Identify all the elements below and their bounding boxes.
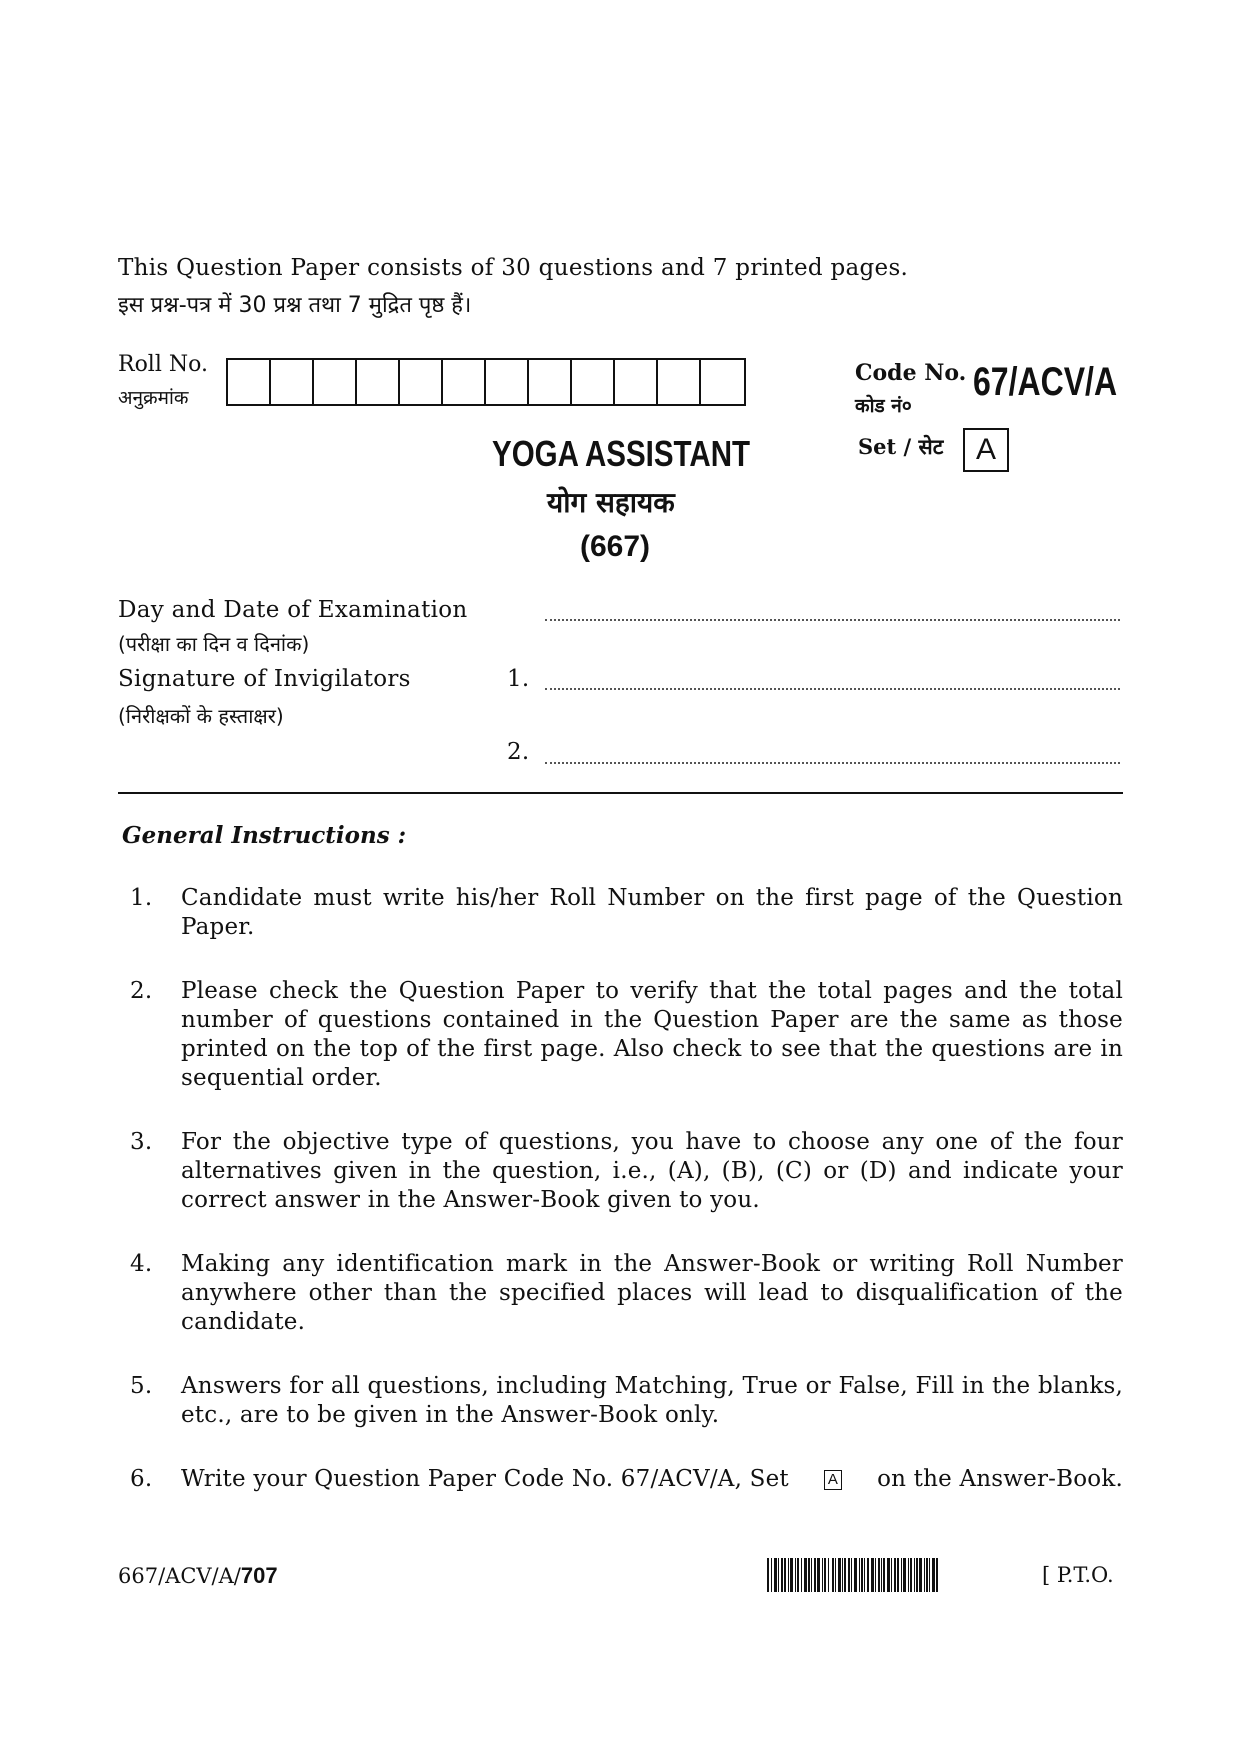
pto-label: [ P.T.O. <box>1042 1563 1114 1587</box>
day-date-label-english: Day and Date of Examination <box>118 597 468 623</box>
roll-digit-box[interactable] <box>443 360 486 404</box>
instruction-number: 5. <box>130 1373 153 1399</box>
subject-title-english: YOGA ASSISTANT <box>492 433 751 474</box>
instruction-number: 3. <box>130 1129 153 1155</box>
set-box: A <box>963 428 1009 472</box>
roll-label-hindi: अनुक्रमांक <box>118 387 189 409</box>
set-a-inline-box: A <box>824 1470 842 1490</box>
signature-label-english: Signature of Invigilators <box>118 666 411 692</box>
roll-digit-box[interactable] <box>271 360 314 404</box>
roll-digit-box[interactable] <box>658 360 701 404</box>
instructions-heading: General Instructions : <box>122 822 407 849</box>
signature-1-number: 1. <box>507 666 530 692</box>
instruction-number: 6. <box>130 1466 153 1492</box>
roll-digit-box[interactable] <box>357 360 400 404</box>
roll-label-english: Roll No. <box>118 352 208 377</box>
footer-code-bold: 707 <box>240 1563 278 1588</box>
instruction-item <box>130 884 1123 942</box>
day-date-dotted-line[interactable] <box>545 618 1120 621</box>
paper-info-hindi: इस प्रश्न-पत्र में 30 प्रश्न तथा 7 मुद्रित पृष्ठ हैं। <box>118 293 472 318</box>
day-date-label-hindi: (परीक्षा का दिन व दिनांक) <box>118 632 310 656</box>
roll-digit-box[interactable] <box>615 360 658 404</box>
instruction-text: Making any identification mark in the Answer-Book or writing Roll Number anywhere other than the specified places will lead to disqualification of the candidate. <box>181 1251 1123 1335</box>
instruction-6-before: Write your Question Paper Code No. 67/ACV/A, Set <box>181 1466 789 1492</box>
instruction-text <box>181 1465 1123 1494</box>
roll-digit-box[interactable] <box>572 360 615 404</box>
footer-code-prefix: 667/ACV/A/ <box>118 1564 241 1588</box>
barcode <box>767 1558 1027 1592</box>
instruction-number: 1. <box>130 885 153 911</box>
roll-digit-box[interactable] <box>529 360 572 404</box>
code-number: 67/ACV/A <box>973 360 1118 404</box>
roll-digit-box[interactable] <box>228 360 271 404</box>
footer-paper-code <box>118 1563 278 1589</box>
instruction-text: Candidate must write his/her Roll Number on the first page of the Question Paper. <box>181 885 1123 940</box>
instruction-item <box>130 1128 1123 1215</box>
roll-digit-box[interactable] <box>314 360 357 404</box>
instruction-item <box>130 1372 1123 1430</box>
instruction-item <box>130 1250 1123 1337</box>
horizontal-rule <box>118 792 1123 794</box>
signature-2-dotted-line[interactable] <box>545 761 1120 764</box>
instruction-6-after: on the Answer-Book. <box>877 1466 1123 1492</box>
roll-digit-box[interactable] <box>701 360 744 404</box>
signature-label-hindi: (निरीक्षकों के हस्ताक्षर) <box>118 704 284 728</box>
instruction-item <box>130 1465 1123 1494</box>
roll-digit-box[interactable] <box>400 360 443 404</box>
instruction-number: 4. <box>130 1251 153 1277</box>
signature-1-dotted-line[interactable] <box>545 687 1120 690</box>
subject-title-hindi: योग सहायक <box>547 486 675 519</box>
roll-number-boxes[interactable] <box>226 358 746 406</box>
roll-digit-box[interactable] <box>486 360 529 404</box>
instruction-text: Please check the Question Paper to verify that the total pages and the total number of questions contained in the Question Paper are the same as those printed on the top of the first page. Also check to see that the questions are in sequential order. <box>181 978 1123 1091</box>
signature-2-number: 2. <box>507 739 530 765</box>
subject-code: (667) <box>580 530 651 563</box>
code-label-english: Code No. <box>855 360 967 386</box>
instruction-text: For the objective type of questions, you have to choose any one of the four alternatives given in the question, i.e., (A), (B), (C) or (D) and indicate your correct answer in the Answer-Book given to you. <box>181 1129 1123 1213</box>
instruction-item <box>130 977 1123 1093</box>
paper-info-english: This Question Paper consists of 30 questions and 7 printed pages. <box>118 255 909 281</box>
set-label: Set / सेट <box>858 434 944 459</box>
code-label-hindi: कोड नं० <box>855 395 912 417</box>
instruction-text: Answers for all questions, including Matching, True or False, Fill in the blanks, etc., are to be given in the Answer-Book only. <box>181 1373 1123 1428</box>
instruction-number: 2. <box>130 978 153 1004</box>
